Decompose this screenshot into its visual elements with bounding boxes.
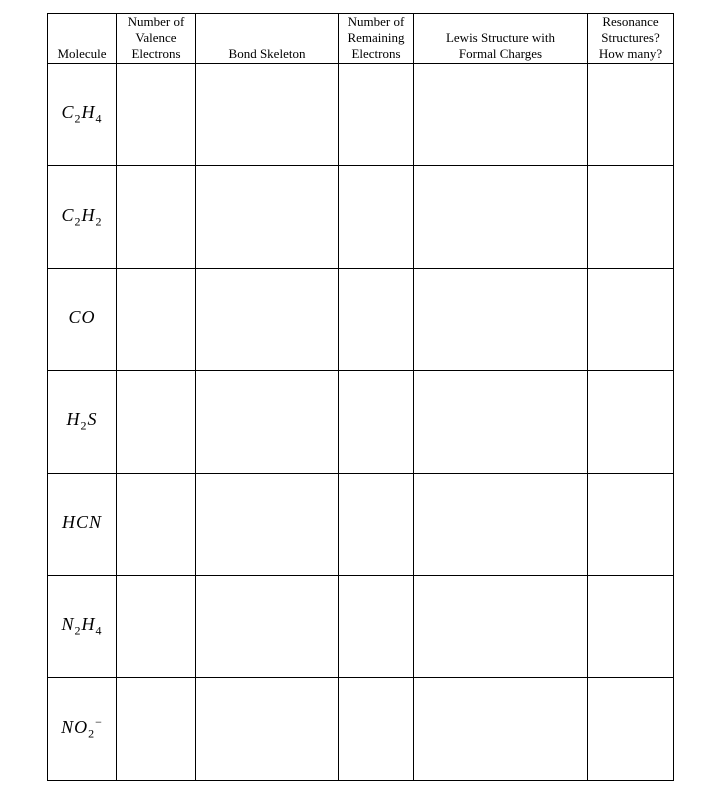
molecule-formula-cell xyxy=(48,678,117,780)
formula-sub2: 4 xyxy=(95,623,103,638)
molecule-formula xyxy=(66,409,98,433)
formula-main: CO xyxy=(68,306,96,327)
valence-electrons-cell xyxy=(117,371,196,473)
formula-sub1: 2 xyxy=(88,726,96,741)
remaining-electrons-cell xyxy=(339,473,414,575)
lewis-structure-cell xyxy=(414,678,588,780)
header-resonance-structures: Resonance Structures? How many? xyxy=(588,14,674,64)
remaining-electrons-cell xyxy=(339,678,414,780)
valence-electrons-cell xyxy=(117,473,196,575)
formula-sub2: 2 xyxy=(95,214,103,229)
formula-main: C xyxy=(61,204,75,225)
table-row xyxy=(48,166,674,268)
bond-skeleton-cell xyxy=(196,268,339,370)
lewis-structure-cell xyxy=(414,268,588,370)
bond-skeleton-cell xyxy=(196,678,339,780)
valence-electrons-cell xyxy=(117,166,196,268)
molecule-formula xyxy=(61,714,103,741)
header-row xyxy=(48,14,674,64)
formula-sup: − xyxy=(95,714,103,729)
table-row xyxy=(48,575,674,677)
header-lewis-structure: Lewis Structure with Formal Charges xyxy=(414,14,588,64)
header-valence-electrons: Number of Valence Electrons xyxy=(117,14,196,64)
table-row xyxy=(48,473,674,575)
formula-main: N xyxy=(61,614,75,635)
bond-skeleton-cell xyxy=(196,166,339,268)
valence-electrons-cell xyxy=(117,268,196,370)
molecule-formula xyxy=(61,204,103,229)
formula-sub1: 2 xyxy=(74,111,82,126)
molecule-worksheet-table xyxy=(47,13,674,781)
valence-electrons-cell xyxy=(117,678,196,780)
lewis-structure-cell xyxy=(414,166,588,268)
formula-sub1: 2 xyxy=(80,418,88,433)
molecule-formula-cell xyxy=(48,371,117,473)
bond-skeleton-cell xyxy=(196,575,339,677)
table-row xyxy=(48,64,674,166)
formula-sub2: 4 xyxy=(95,111,103,126)
formula-main2: S xyxy=(87,409,98,430)
resonance-count-cell xyxy=(588,575,674,677)
molecule-formula xyxy=(61,102,103,126)
resonance-count-cell xyxy=(588,166,674,268)
remaining-electrons-cell xyxy=(339,64,414,166)
formula-main2: H xyxy=(81,614,96,635)
lewis-structure-cell xyxy=(414,473,588,575)
table-row xyxy=(48,371,674,473)
header-remaining-electrons: Number of Remaining Electrons xyxy=(339,14,414,64)
valence-electrons-cell xyxy=(117,64,196,166)
formula-main2: H xyxy=(81,204,96,225)
remaining-electrons-cell xyxy=(339,575,414,677)
bond-skeleton-cell xyxy=(196,473,339,575)
molecule-formula-cell xyxy=(48,473,117,575)
table-row xyxy=(48,268,674,370)
molecule-formula-cell xyxy=(48,64,117,166)
formula-main: H xyxy=(66,409,81,430)
molecule-formula-cell xyxy=(48,166,117,268)
resonance-count-cell xyxy=(588,678,674,780)
formula-main: NO xyxy=(61,716,89,737)
resonance-count-cell xyxy=(588,371,674,473)
lewis-structure-cell xyxy=(414,575,588,677)
table-row xyxy=(48,678,674,780)
lewis-structure-cell xyxy=(414,371,588,473)
remaining-electrons-cell xyxy=(339,268,414,370)
header-bond-skeleton: Bond Skeleton xyxy=(196,14,339,64)
resonance-count-cell xyxy=(588,268,674,370)
formula-sub1: 2 xyxy=(74,214,82,229)
remaining-electrons-cell xyxy=(339,371,414,473)
formula-main2: H xyxy=(81,102,96,123)
resonance-count-cell xyxy=(588,64,674,166)
formula-sub1: 2 xyxy=(74,623,82,638)
remaining-electrons-cell xyxy=(339,166,414,268)
molecule-formula xyxy=(62,512,102,533)
molecule-formula-cell xyxy=(48,268,117,370)
formula-main: HCN xyxy=(61,511,102,532)
formula-main: C xyxy=(61,102,75,123)
resonance-count-cell xyxy=(588,473,674,575)
bond-skeleton-cell xyxy=(196,64,339,166)
valence-electrons-cell xyxy=(117,575,196,677)
molecule-formula xyxy=(61,614,103,638)
header-molecule: Molecule xyxy=(48,14,117,64)
bond-skeleton-cell xyxy=(196,371,339,473)
molecule-formula-cell xyxy=(48,575,117,677)
molecule-formula xyxy=(68,307,95,328)
lewis-structure-cell xyxy=(414,64,588,166)
